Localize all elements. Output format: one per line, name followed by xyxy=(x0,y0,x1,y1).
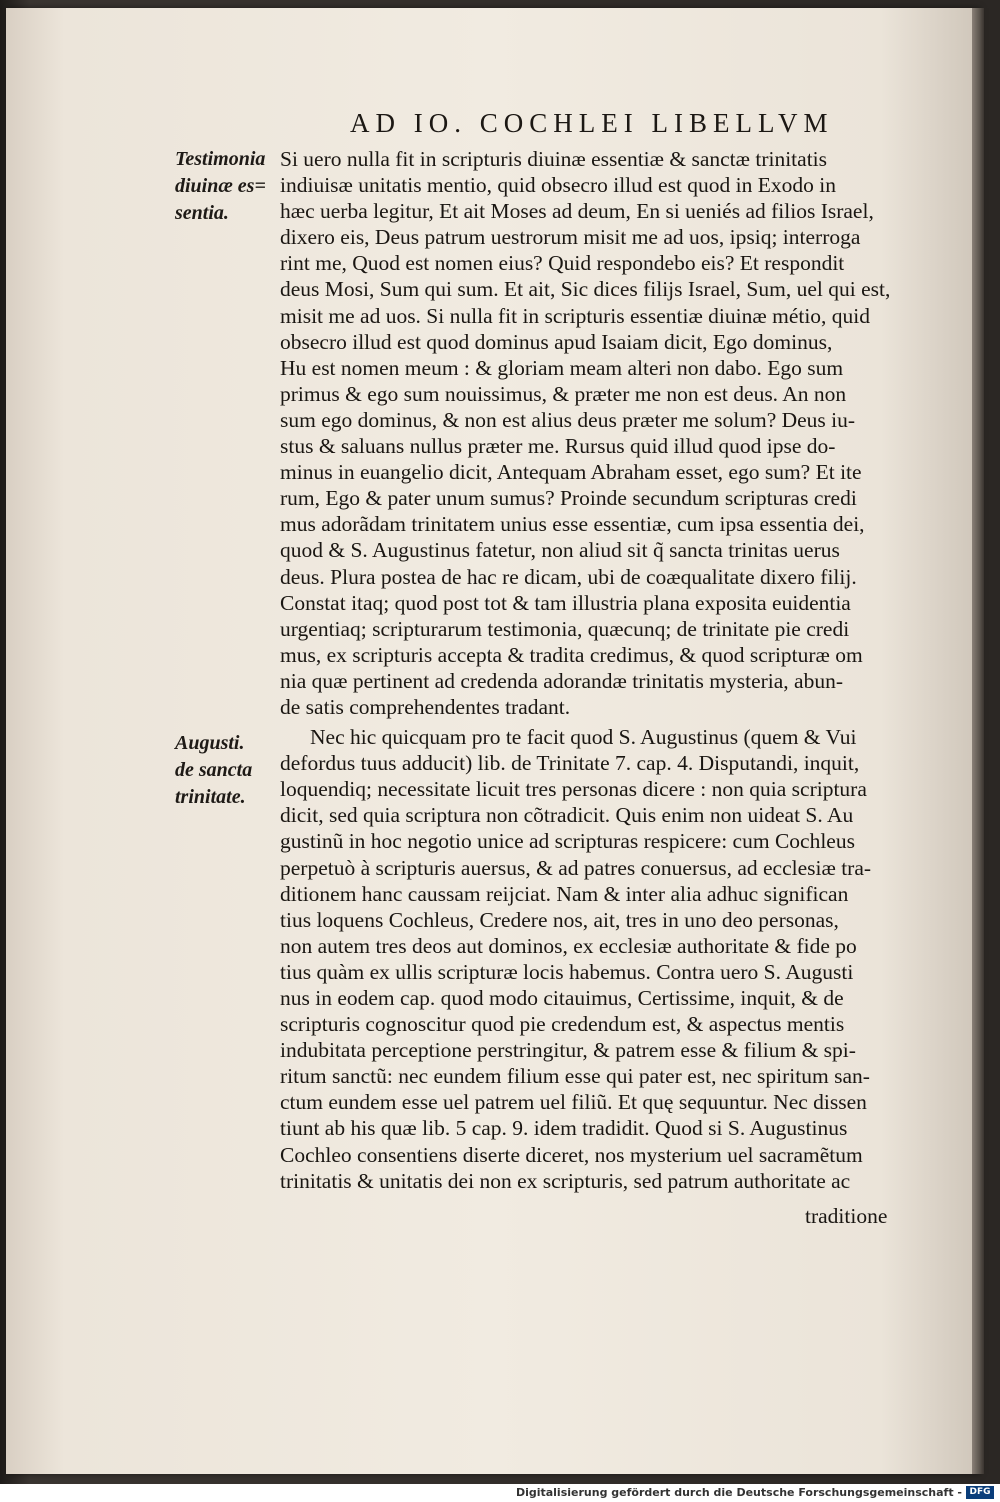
marginal-note-augustinus xyxy=(175,730,285,811)
text-line: misit me ad uos. Si nulla fit in scripturis essentiæ diuinæ métio, quid xyxy=(280,303,871,328)
catchword: traditione xyxy=(805,1204,888,1228)
marginal-note-line: Augusti. xyxy=(175,732,245,754)
text-line: ditionem hanc caussam reijciat. Nam & inter alia adhuc significan xyxy=(280,881,849,906)
text-line: dixero eis, Deus patrum uestrorum misit me ad uos, ipsiq; interroga xyxy=(280,225,861,250)
body-text xyxy=(280,146,925,1194)
text-line: quod & S. Augustinus fatetur, non aliud sit q̃ sancta trinitas uerus xyxy=(280,538,840,563)
text-line: mus adorãdam trinitatem unius esse essentiæ, cum ipsa essentia dei, xyxy=(280,512,865,537)
text-line: Nec hic quicquam pro te facit quod S. Augustinus (quem & Vui xyxy=(310,725,857,750)
text-line: rum, Ego & pater unum sumus? Proinde secundum scripturas credi xyxy=(280,486,857,511)
marginal-note-line: de sancta xyxy=(175,759,253,781)
marginal-note-line: Testimonia xyxy=(175,148,266,170)
text-line: stus & saluans nullus præter me. Rursus quid illud quod ipse do- xyxy=(280,434,836,459)
text-line: Hu est nomen meum : & gloriam meam alteri non dabo. Ego sum xyxy=(280,355,844,380)
page-edge xyxy=(972,8,984,1474)
text-line: nia quæ pertinent ad credenda adorandæ trinitatis mysteria, abun- xyxy=(280,668,843,693)
text-line: loquendiq; necessitate licuit tres personas dicere : non quia scriptura xyxy=(280,777,867,802)
text-line: urgentiaq; scripturarum testimonia, quæcunq; de trinitate pie credi xyxy=(280,616,850,641)
text-line: indiuisæ unitatis mentio, quid obsecro illud est quod in Exodo in xyxy=(280,173,836,198)
text-line: perpetuò à scripturis auersus, & ad patres conuersus, ad ecclesiæ tra- xyxy=(280,855,872,880)
text-line: non autem tres deos aut dominos, ex ecclesiæ authoritate & fide po xyxy=(280,933,857,958)
paragraph-1 xyxy=(280,146,925,720)
text-line: deus Mosi, Sum qui sum. Et ait, Sic dices filijs Israel, Sum, uel qui est, xyxy=(280,277,891,302)
footer-credit: Digitalisierung gefördert durch die Deutsche Forschungsgemeinschaft - xyxy=(515,1486,962,1499)
marginal-note-testimonia xyxy=(175,146,285,227)
marginal-note-line: sentia. xyxy=(175,202,229,224)
text-line: dicit, sed quia scriptura non cõtradicit. Quis enim non uideat S. Au xyxy=(280,803,854,828)
text-line: tius quàm ex ullis scripturæ locis habemus. Contra uero S. Augusti xyxy=(280,959,854,984)
text-line: Constat itaq; quod post tot & tam illustria plana exposita euidentia xyxy=(280,590,851,615)
running-head: AD IO. COCHLEI LIBELLVM xyxy=(350,108,834,138)
text-line: gustinũ in hoc negotio unice ad scripturas respicere: cum Cochleus xyxy=(280,829,855,854)
text-line: sum ego dominus, & non est alius deus præter me solum? Deus iu- xyxy=(280,407,856,432)
text-line: hæc uerba legitur, Et ait Moses ad deum, En si ueniés ad filios Israel, xyxy=(280,199,874,224)
text-line: scripturis cognoscitur quod pie credendum est, & aspectus mentis xyxy=(280,1012,845,1037)
text-line: nus in eodem cap. quod modo citauimus, Certissime, inquit, & de xyxy=(280,986,844,1010)
text-line: defordus tuus adducit) lib. de Trinitate 7. cap. 4. Disputandi, inquit, xyxy=(280,751,860,776)
paragraph-2 xyxy=(280,724,925,1194)
text-line: ritum sanctũ: nec eundem filium esse qui pater est, nec spiritum san- xyxy=(280,1064,870,1089)
text-line: deus. Plura postea de hac re dicam, ubi de coæqualitate dixero filij. xyxy=(280,564,857,589)
text-line: rint me, Quod est nomen eius? Quid respondebo eis? Et respondit xyxy=(280,251,845,276)
text-line: tius loquens Cochleus, Credere nos, ait, tres in uno deo personas, xyxy=(280,907,839,932)
text-line: Cochleo consentiens diserte diceret, nos mysterium uel sacramẽtum xyxy=(280,1142,863,1167)
text-line: trinitatis & unitatis dei non ex scripturis, sed patrum authoritate ac xyxy=(280,1168,851,1193)
text-line: minus in euangelio dicit, Antequam Abraham esset, ego sum? Et ite xyxy=(280,460,862,485)
text-line: tiunt ab his quæ lib. 5 cap. 9. idem tradidit. Quod si S. Augustinus xyxy=(280,1116,848,1141)
text-line: indubitata perceptione perstringitur, & patrem esse & filium & spi- xyxy=(280,1038,856,1063)
text-line: mus, ex scripturis accepta & tradita credimus, & quod scripturæ om xyxy=(280,642,863,667)
text-line: de satis comprehendentes tradant. xyxy=(280,694,571,719)
marginal-note-line: trinitate. xyxy=(175,786,246,808)
text-line: ctum eundem esse uel patrem uel filiũ. Et quę sequuntur. Nec dissen xyxy=(280,1090,867,1115)
text-line: primus & ego sum nouissimus, & præter me non est deus. An non xyxy=(280,381,847,406)
text-line: Si uero nulla fit in scripturis diuinæ essentiæ & sanctæ trinitatis xyxy=(280,147,828,171)
dfg-logo: DFG xyxy=(966,1486,994,1499)
marginal-note-line: diuinæ es= xyxy=(175,175,266,197)
text-line: obsecro illud est quod dominus apud Isaiam dicit, Ego dominus, xyxy=(280,329,833,354)
